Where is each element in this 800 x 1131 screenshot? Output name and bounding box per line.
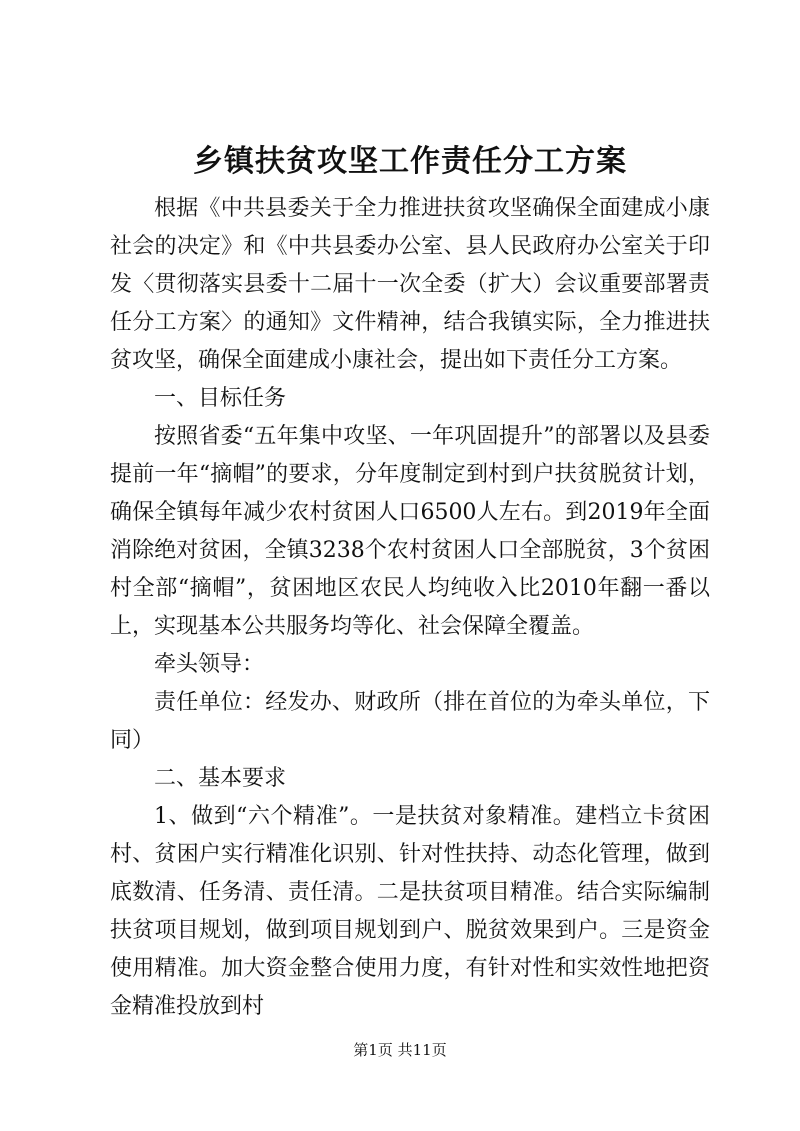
- paragraph-goals: 按照省委“五年集中攻坚、一年巩固提升”的部署以及县委提前一年“摘帽”的要求，分年度制定到村到户扶贫脱贫计划，确保全镇每年减少农村贫困人口6500人左右。到2019年全面消除绝对贫困，全镇3238个农村贫困人口全部脱贫，3个贫困村全部“摘帽”，贫困地区农民人均纯收入比2010年翻一番以上，实现基本公共服务均等化、社会保障全覆盖。: [110, 424, 710, 639]
- lead-leader-line: 牵头领导：: [154, 652, 265, 677]
- document-title: 乡镇扶贫攻坚工作责任分工方案: [193, 144, 627, 179]
- document-body: [110, 190, 710, 1026]
- responsible-units-line: 责任单位：经发办、财政所（排在首位的为牵头单位，下同）: [110, 690, 710, 753]
- paragraph-intro: 根据《中共县委关于全力推进扶贫攻坚确保全面建成小康社会的决定》和《中共县委办公室、县人民政府办公室关于印发〈贯彻落实县委十二届十一次全委（扩大）会议重要部署责任分工方案〉的通知》文件精神，结合我镇实际，全力推进扶贫攻坚，确保全面建成小康社会，提出如下责任分工方案。: [110, 196, 710, 373]
- section-heading-goals: 一、目标任务: [154, 386, 287, 411]
- page-footer: 第1页 共11页: [353, 1041, 447, 1059]
- paragraph-six-precisions: 1、做到“六个精准”。一是扶贫对象精准。建档立卡贫困村、贫困户实行精准化识别、针对性扶持、动态化管理，做到底数清、任务清、责任清。二是扶贫项目精准。结合实际编制扶贫项目规划，做到项目规划到户、脱贫效果到户。三是资金使用精准。加大资金整合使用力度，有针对性和实效性地把资金精准投放到村: [110, 804, 710, 1019]
- section-heading-requirements: 二、基本要求: [154, 766, 287, 791]
